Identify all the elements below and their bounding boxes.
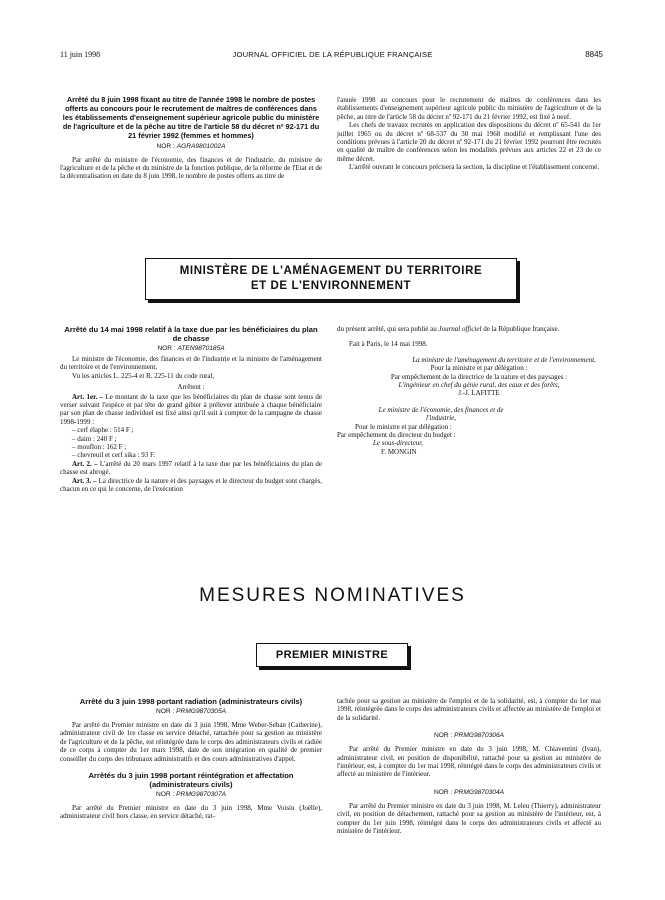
signature-ingenieur: L'ingénieur en chef du génie rural, des eaux et des forêts, bbox=[398, 381, 560, 390]
pm-decrees-left bbox=[60, 697, 322, 821]
chasse-tax-item: – chevreuil et cerf sika : 93 F. bbox=[72, 451, 156, 460]
section-heading-mesures: MESURES NOMINATIVES bbox=[199, 585, 466, 606]
agri-decree-paragraph-2: Les chefs de travaux recrutés en application des dispositions du décret nº 65-541 du 1er juillet 1965 ou du décret nº 68-537 du 30 mai 1968 modifié et remplissant l'une des conditions prévues à l'article 20 du décret nº 92-171 du 21 février 1992 pourront être recrutés en qualité de maître de conférences selon les modalités prévues aux articles 22 et 23 de ce même décret. bbox=[337, 121, 601, 163]
chasse-decree-right bbox=[337, 325, 601, 456]
reintegration-nor-2: NOR : PRMG9870306A bbox=[433, 732, 505, 740]
agri-decree-nor: NOR : AGRA9801002A bbox=[156, 142, 226, 150]
reintegration-title: Arrêtés du 3 juin 1998 portant réintégration et affectation (administrateurs civils) bbox=[88, 771, 294, 790]
chasse-tax-item: – daim : 240 F ; bbox=[72, 434, 117, 443]
chasse-decree-visa: Vu les articles L. 225-4 et R. 225-11 du code rural, bbox=[72, 371, 215, 380]
agri-decree-paragraph-3: L'arrêté ouvrant le concours précisera la section, la discipline et l'établissement concerné. bbox=[349, 163, 599, 172]
reintegration-chiaventini: Par arrêté du Premier ministre en date du 3 juin 1998, M. Chiaventini (Ivan), administrateur civil, en position de disponibilité, rattaché pour sa gestion au ministère de l'intérieur, est, à compter du 1er mai 1998, réintégré dans le corps des administrateurs civils et affecté au ministère de l'intérieur. bbox=[337, 745, 601, 779]
chasse-decree-art2: Art. 2. – L'arrêté du 20 mars 1997 relatif à la taxe due par les bénéficiaires du plan de chasse est abrogé. bbox=[60, 459, 323, 477]
agri-decree-title: Arrêté du 8 juin 1998 fixant au titre de l'année 1998 le nombre de postes offerts au concours pour le recrutement de maîtres de conférences dans les établissements d'enseignement supérieur agricole public du ministère de l'agriculture et de la pêche au titre de l'article 58 du décret nº 92-171 du 21 février 1992 (femmes et hommes) bbox=[62, 95, 320, 140]
radiation-nor: NOR : PRMG9870305A bbox=[155, 708, 227, 715]
header-date: 11 juin 1998 bbox=[60, 50, 101, 59]
chasse-decree-nor: NOR : ATEN9870185A bbox=[157, 345, 225, 352]
signature-name-mongin: F. MONGIN bbox=[381, 447, 417, 456]
reintegration-voisin-end: tachée pour sa gestion au ministère de l'emploi et de la solidarité, est, à compter du 1er mai 1998, réintégrée dans le corps des administrateurs civils et affectée au ministère de l'emploi et de la solidarité. bbox=[337, 697, 601, 722]
reintegration-nor-3: NOR : PRMG9870304A bbox=[433, 788, 505, 796]
signature-minister-eco: Le ministre de l'économie, des finances et de l'industrie, bbox=[378, 405, 504, 423]
radiation-title: Arrêté du 3 juin 1998 portant radiation (administrateurs civils) bbox=[79, 697, 303, 706]
premier-ministre-box bbox=[256, 643, 408, 667]
signature-sous-directeur: Le sous-directeur, bbox=[373, 439, 423, 448]
reintegration-nor: NOR : PRMG9870307A bbox=[155, 791, 227, 799]
reintegration-leleu: Par arrêté du Premier ministre en date du 3 juin 1998, M. Leleu (Thierry), administrateur civil, en position de détachement, rattaché pour sa gestion au ministère de l'intérieur, est, à compter du 1er juin 1998, réintégré dans le corps des administrateurs civils et affecté au ministère de l'intérieur. bbox=[337, 801, 601, 836]
chasse-signature-block-2 bbox=[337, 406, 601, 456]
ministry-heading-box bbox=[145, 258, 517, 300]
chasse-decree-left bbox=[60, 325, 322, 494]
signature-empechement: Par empêchement de la directrice de la nature et des paysages : bbox=[390, 372, 568, 381]
chasse-signature-block-1 bbox=[337, 356, 601, 398]
chasse-decree-art3-end: du présent arrêté, qui sera publié au Journal officiel de la République française. bbox=[337, 325, 560, 333]
reintegration-voisin-start: Par arrêté du Premier ministre en date du 3 juin 1998, Mme Voisin (Joëlle), administrateur civil hors classe, en service détaché, rat- bbox=[60, 804, 322, 821]
chasse-decree-title: Arrêté du 14 mai 1998 relatif à la taxe due par les bénéficiaires du plan de chasse bbox=[64, 325, 318, 343]
chasse-decree-fait: Fait à Paris, le 14 mai 1998. bbox=[349, 340, 428, 349]
agri-decree-right bbox=[337, 96, 601, 172]
agri-decree-paragraph-1-start: Par arrêté du ministre de l'économie, des finances et de l'industrie, du ministre de l'agriculture et de la pêche et du ministre de la fonction publique, de la réforme de l'Etat et de la décentralisation en date du 8 juin 1998, le nombre de postes offerts au titre de bbox=[60, 155, 322, 181]
premier-ministre-heading: PREMIER MINISTRE bbox=[275, 649, 389, 661]
pm-decrees-right bbox=[337, 697, 601, 835]
chasse-decree-arretent: Arrêtent : bbox=[177, 383, 205, 392]
signature-minister-env: La ministre de l'aménagement du territoire et de l'environnement, bbox=[412, 355, 596, 364]
chasse-decree-intro: Le ministre de l'économie, des finances et de l'industrie et la ministre de l'aménagement du territoire et de l'environnement, bbox=[60, 355, 322, 372]
header-journal-title: JOURNAL OFFICIEL DE LA RÉPUBLIQUE FRANÇAISE bbox=[232, 50, 433, 59]
agri-decree-paragraph-1-end: l'année 1998 au concours pour le recrutement de maîtres de conférences dans les établissements d'enseignement supérieur agricole public du ministère de l'agriculture et de la pêche, au titre de l'article 58 du décret nº 92-171 du 21 février 1992, est fixé à neuf. bbox=[337, 96, 601, 121]
signature-empechement-2: Par empêchement du directeur du budget : bbox=[337, 431, 456, 440]
radiation-paragraph: Par arrêté du Premier ministre en date du 3 juin 1998, Mme Weber-Seban (Catherine), administrateur civil de 1re classe en service détaché, rattachée pour sa gestion au ministère de l'agriculture et de la pêche, est réintégrée dans le corps des administrateurs civils et radiée de ce corps à compter du 1er mars 1998, date de son intégration en qualité de premier conseiller du corps des tribunaux administratifs et des cours administratives d'appel. bbox=[60, 721, 322, 763]
header-page-number: 8845 bbox=[585, 50, 603, 59]
chasse-decree-art1: Art. 1er. – Le montant de la taxe que les bénéficiaires du plan de chasse sont tenus de verser suivant l'espèce et par tête de grand gibier à prélever attribuée à chaque bénéficiaire par son plan de chasse individuel est fixé ainsi qu'il suit à compter de la campagne de chasse 1998-1999 : bbox=[60, 392, 322, 426]
chasse-tax-item: – cerf élaphe : 514 F ; bbox=[72, 426, 134, 435]
agri-decree-left bbox=[60, 96, 322, 181]
ministry-heading-line-2: ET DE L'ENVIRONNEMENT bbox=[250, 280, 412, 292]
signature-name-lafitte: J.-J. LAFITTE bbox=[458, 389, 500, 398]
chasse-tax-list bbox=[60, 426, 322, 460]
chasse-decree-art3-start: Art. 3. – La directrice de la nature et des paysages et le directeur du budget sont chargés, chacun en ce qui le concerne, de l'exécution bbox=[60, 476, 322, 494]
signature-delegation-2: Pour le ministre et par délégation : bbox=[355, 422, 452, 431]
chasse-tax-item: – mouflon : 162 F ; bbox=[72, 443, 127, 452]
ministry-heading-line-1: MINISTÈRE DE L'AMÉNAGEMENT DU TERRITOIRE bbox=[179, 265, 483, 277]
signature-delegation: Pour la ministre et par délégation : bbox=[430, 364, 528, 373]
